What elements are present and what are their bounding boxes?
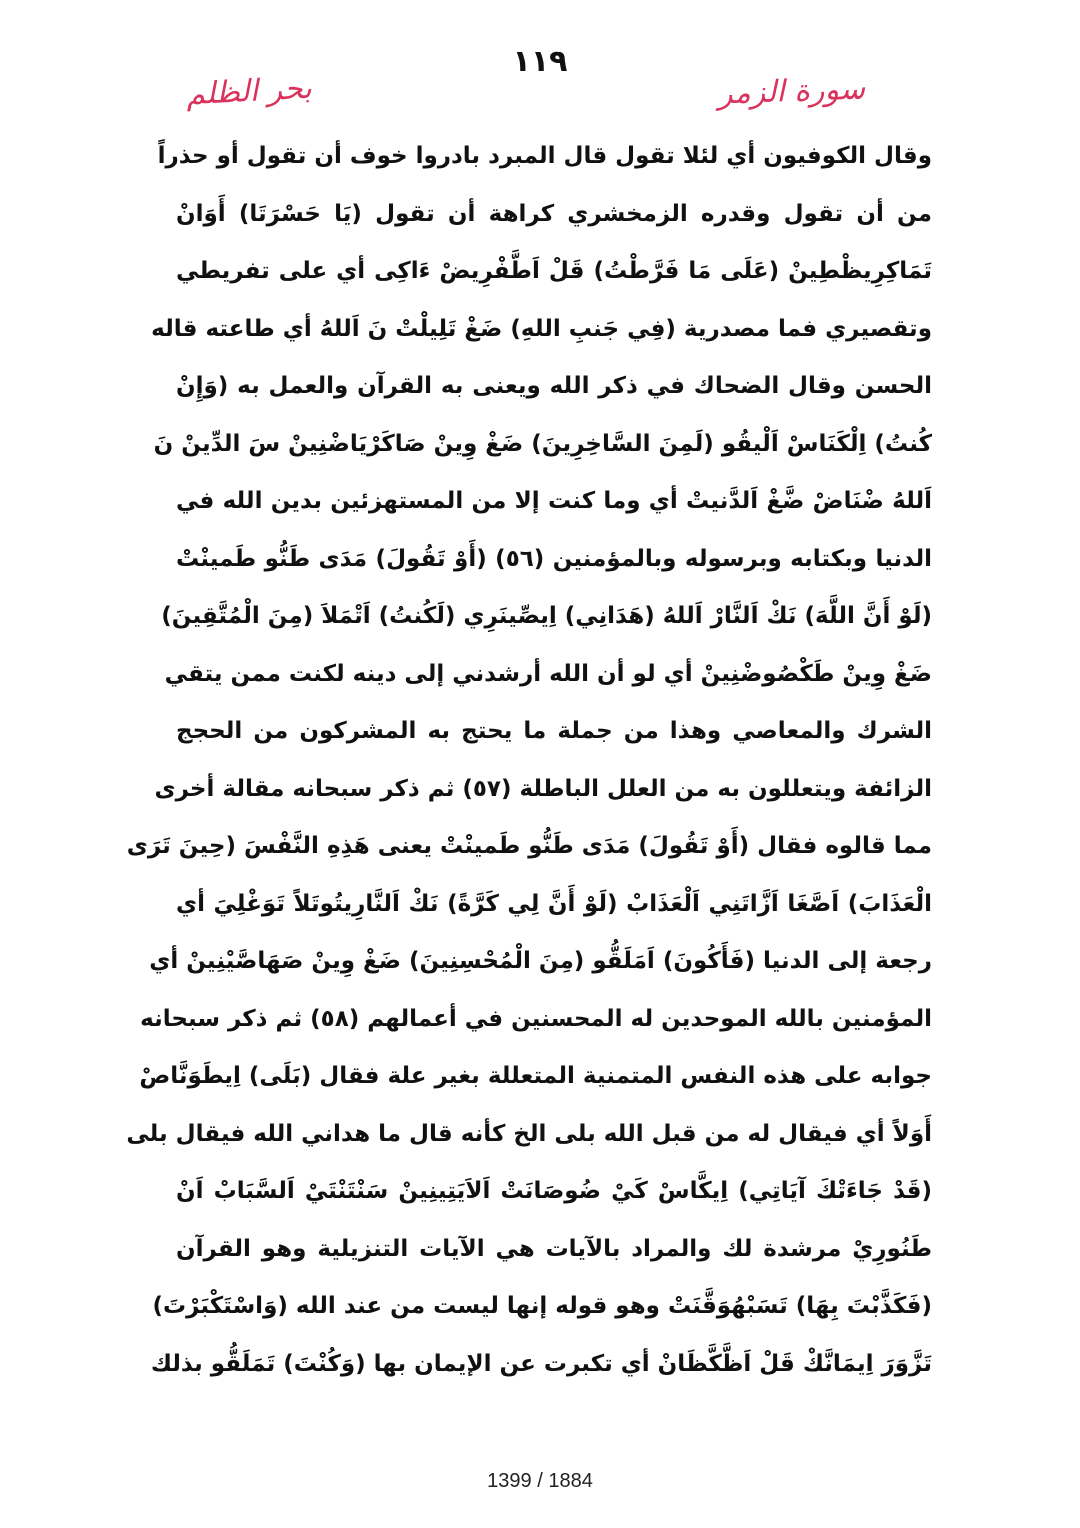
handwritten-note-right: سورة الزمر: [717, 71, 866, 112]
text-line: (قَدْ جَاءَتْكَ آيَاتِي) اِيكَّاسْ كَيْ ضُوصَانَتْ اَلاَيَتِينِينْ سَنْتَنْتَيْ اَلسَّبَابْ اَنْ: [176, 1178, 932, 1204]
handwritten-note-left: بحر الظلم: [185, 70, 313, 113]
text-line: تَزَّوَرَ اِيمَانَّكْ قَلْ اَظَّكَّظَانْ أي تكبرت عن الإيمان بها (وَكُنْتَ) تَمَلَقُّو بذلك: [150, 1350, 932, 1377]
text-line: جوابه على هذه النفس المتمنية المتعللة بغير علة فقال (بَلَى) اِيطَوَنَّاصْ: [139, 1063, 932, 1089]
text-line: (لَوْ أَنَّ اللَّهَ) نَكْ اَلنَّارْ اَللهُ (هَدَانِي) اِيصِّينَرِي (لَكُنتُ) اَتْمَلاَ (مِنَ الْمُتَّقِينَ): [161, 603, 932, 629]
text-line: الحسن وقال الضحاك في ذكر الله ويعنى به القرآن والعمل به (وَإِنْ: [176, 373, 932, 399]
text-line: الدنيا وبكتابه وبرسوله وبالمؤمنين (٥٦) (أَوْ تَقُولَ) مَدَى طَنُّو طَمينْتْ: [176, 545, 932, 572]
text-line: المؤمنين بالله الموحدين له المحسنين في أعمالهم (٥٨) ثم ذكر سبحانه: [140, 1005, 932, 1032]
page-indicator: 1399 / 1884: [487, 1470, 593, 1492]
text-line: اَللهُ ضْنَاضْ ضَّغْ اَلدَّنيتْ أي وما كنت إلا من المستهزئين بدين الله في: [176, 488, 932, 514]
text-line: الشرك والمعاصي وهذا من جملة ما يحتج به المشركون من الحجج: [176, 718, 932, 744]
text-line: رجعة إلى الدنيا (فَأَكُونَ) اَمَلَقُّو (مِنَ الْمُحْسِنِينَ) ضَغْ وِينْ صَهَاصَّيْنِينْ أي: [149, 948, 932, 974]
text-line: (فَكَذَّبْتَ بِهَا) تَسَبْهُوَقَّنَتْ وهو قوله إنها ليست من عند الله (وَاسْتَكْبَرْتَ): [152, 1293, 932, 1319]
text-line: أَوَلاً أي فيقال له من قبل الله بلى الخ كأنه قال ما هداني الله فيقال بلى: [126, 1120, 932, 1147]
text-line: تَمَاكِرِيظْطِينْ (عَلَى مَا فَرَّطْتُ) قَلْ اَطَّفْرِيضْ ءَاكِى أي على تفريطي: [176, 258, 932, 284]
text-line: الْعَذَابَ) اَصَّغَا اَزَّاتَنِي اَلْعَذَابْ (لَوْ أَنَّ لِي كَرَّةً) نَكْ اَلنَّارِيتُوتَلاً تَوَغْلِيَ أي: [176, 890, 932, 917]
text-line: طَنُورِيْ مرشدة لك والمراد بالآيات هي الآيات التنزيلية وهو القرآن: [176, 1235, 932, 1262]
text-line: وتقصيري فما مصدرية (فِي جَنبِ اللهِ) ضَغْ تَلِيلْتْ نَ اَللهُ أي طاعته قاله: [151, 315, 932, 342]
main-text: [126, 128, 932, 1393]
text-line: كُنتُ) اِلْكَنَاسْ اَلْيقُو (لَمِنَ السَّاخِرِينَ) ضَغْ وِينْ صَاكَرْيَاضْنِينْ سَ الدِّينْ نَ: [153, 430, 932, 457]
text-line: مما قالوه فقال (أَوْ تَقُولَ) مَدَى طَنُّو طَمينْتْ يعنى هَذِهِ النَّفْسَ (حِينَ تَرَى: [126, 833, 932, 859]
page-number: ١١٩: [512, 44, 568, 79]
text-line: من أن تقول وقدره الزمخشري كراهة أن تقول (يَا حَسْرَتَا) أَوَانْ: [176, 200, 932, 227]
text-line: الزائفة ويتعللون به من العلل الباطلة (٥٧) ثم ذكر سبحانه مقالة أخرى: [154, 775, 932, 802]
text-line: ضَغْ وِينْ طَكْصُوضْنِينْ أي لو أن الله أرشدني إلى دينه لكنت ممن يتقي: [164, 660, 932, 687]
text-line: وقال الكوفيون أي لئلا تقول قال المبرد بادروا خوف أن تقول أو حذراً: [157, 143, 932, 169]
